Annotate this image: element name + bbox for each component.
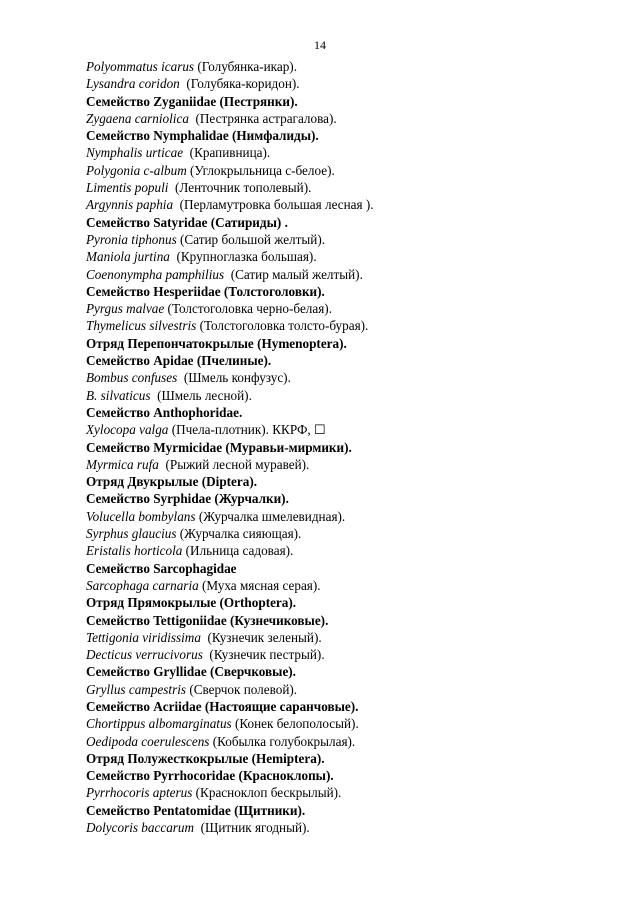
taxon-heading-text: Семейство Tettigoniidae (Кузнечиковые). (86, 612, 329, 628)
common-name: (Журчалка шмелевидная). (195, 508, 346, 524)
latin-name: Maniola jurtina (86, 249, 170, 265)
common-name: (Толстоголовка черно-белая). (164, 301, 332, 317)
common-name: (Ильница садовая). (182, 543, 294, 559)
species-entry (86, 248, 606, 265)
page-number: 14 (314, 38, 326, 52)
common-name: (Сатир большой желтый). (176, 231, 326, 247)
common-name: (Журчалка сияющая). (176, 526, 302, 542)
common-name: (Толстоголовка толсто-бурая). (196, 318, 369, 334)
taxon-heading (86, 283, 606, 300)
taxon-heading (86, 473, 606, 490)
taxon-heading-text: Отряд Двукрылые (Diptera). (86, 474, 258, 490)
taxon-heading (86, 127, 606, 144)
common-name: (Кобылка голубокрылая). (209, 733, 356, 749)
taxon-heading (86, 93, 606, 110)
taxon-heading-text: Семейство Syrphidae (Журчалки). (86, 491, 289, 507)
taxon-heading-text: Семейство Sarcophagidae (86, 560, 237, 576)
taxon-heading-text: Отряд Прямокрылые (Orthoptera). (86, 595, 297, 611)
taxon-heading-text: Семейство Acriidae (Настоящие саранчовые). (86, 698, 359, 714)
common-name: (Голубяка-коридон). (179, 76, 300, 92)
common-name: (Рыжий лесной муравей). (158, 456, 310, 472)
taxon-heading (86, 352, 606, 369)
taxon-heading-text: Семейство Zyganiidae (Пестрянки). (86, 93, 298, 109)
latin-name: Polyommatus icarus (86, 59, 195, 74)
common-name: (Сатир малый желтый). (224, 266, 363, 282)
taxon-heading-text: Семейство Apidae (Пчелиные). (86, 353, 272, 369)
species-entry (86, 733, 606, 750)
latin-name: Xylocopa valga (86, 422, 169, 438)
taxon-heading (86, 439, 606, 456)
species-entry (86, 784, 606, 801)
common-name: (Крупноглазка большая). (169, 249, 317, 265)
latin-name: Syrphus glaucius (86, 526, 177, 542)
species-entry (86, 421, 606, 438)
common-name: (Конек белополосый). (231, 716, 359, 732)
taxon-heading (86, 594, 606, 611)
common-name: (Кузнечик пестрый). (202, 647, 325, 663)
common-name: (Пестрянка астрагалова). (188, 110, 337, 126)
latin-name: Dolycoris baccarum (86, 820, 195, 836)
common-name: (Красноклоп бескрылый). (192, 785, 342, 801)
species-entry (86, 369, 606, 386)
species-entry (86, 525, 606, 542)
species-entry (86, 646, 606, 663)
latin-name: Oedipoda coerulescens (86, 733, 210, 749)
taxon-heading (86, 214, 606, 231)
taxon-heading-text: Семейство Myrmicidae (Муравьи-мирмики). (86, 439, 352, 455)
taxon-heading (86, 767, 606, 784)
species-list (86, 58, 606, 836)
common-name: (Голубянка-икар). (194, 59, 297, 74)
species-entry (86, 231, 606, 248)
latin-name: Zygaena carniolica (86, 110, 189, 126)
latin-name: Myrmica rufa (86, 456, 159, 472)
taxon-heading (86, 560, 606, 577)
species-entry (86, 75, 606, 92)
taxon-heading (86, 750, 606, 767)
species-entry (86, 110, 606, 127)
taxon-heading-text: Семейство Pentatomidae (Щитники). (86, 802, 306, 818)
common-name: (Муха мясная серая). (198, 577, 321, 593)
latin-name: B. silvaticus (86, 387, 151, 403)
latin-name: Pyrgus malvae (86, 301, 165, 317)
species-entry (86, 162, 606, 179)
latin-name: Argynnis paphia (86, 197, 174, 213)
species-entry (86, 508, 606, 525)
species-entry (86, 58, 606, 75)
common-name: (Углокрыльница с-белое). (186, 162, 335, 178)
common-name: (Крапивница). (183, 145, 271, 161)
species-entry (86, 577, 606, 594)
common-name: (Сверчок полевой). (186, 681, 298, 697)
taxon-heading-text: Семейство Anthophoridae. (86, 404, 243, 420)
species-entry (86, 629, 606, 646)
latin-name: Sarcophaga carnaria (86, 577, 199, 593)
latin-name: Volucella bombylans (86, 508, 196, 524)
latin-name: Coenonympha pamphilius (86, 266, 225, 282)
common-name: (Шмель лесной). (150, 387, 252, 403)
taxon-heading-text: Семейство Nymphalidae (Нимфалиды). (86, 128, 319, 144)
species-entry (86, 317, 606, 334)
species-entry (86, 715, 606, 732)
latin-name: Bombus confuses (86, 370, 178, 386)
latin-name: Polygonia c-album (86, 162, 187, 178)
common-name: (Шмель конфузус). (177, 370, 291, 386)
species-entry (86, 819, 606, 836)
common-name: (Ленточник тополевый). (168, 180, 312, 196)
taxon-heading (86, 612, 606, 629)
taxon-heading (86, 663, 606, 680)
species-entry (86, 387, 606, 404)
latin-name: Lysandra coridon (86, 76, 180, 92)
taxon-heading-text: Отряд Перепончатокрылые (Hymenoptera). (86, 335, 347, 351)
latin-name: Eristalis horticola (86, 543, 183, 559)
latin-name: Thymelicus silvestris (86, 318, 197, 334)
latin-name: Pyrrhocoris apterus (86, 785, 193, 801)
taxon-heading-text: Семейство Pyrrhocoridae (Красноклопы). (86, 768, 334, 784)
latin-name: Nymphalis urticae (86, 145, 184, 161)
latin-name: Gryllus campestris (86, 681, 187, 697)
taxon-heading-text: Семейство Gryllidae (Сверчковые). (86, 664, 296, 680)
latin-name: Limentis populi (86, 180, 169, 196)
latin-name: Chortippus albomarginatus (86, 716, 232, 732)
species-entry (86, 681, 606, 698)
taxon-heading (86, 335, 606, 352)
species-entry (86, 179, 606, 196)
latin-name: Pyronia tiphonus (86, 231, 177, 247)
taxon-heading (86, 490, 606, 507)
species-entry (86, 300, 606, 317)
latin-name: Tettigonia viridissima (86, 629, 201, 645)
taxon-heading (86, 802, 606, 819)
taxon-heading (86, 698, 606, 715)
taxon-heading-text: Семейство Hesperiidae (Толстоголовки). (86, 283, 325, 299)
species-entry (86, 456, 606, 473)
taxon-heading (86, 404, 606, 421)
taxon-heading-text: Отряд Полужесткокрылые (Hemiptera). (86, 750, 325, 766)
latin-name: Decticus verrucivorus (86, 647, 203, 663)
species-entry (86, 542, 606, 559)
common-name: (Пчела-плотник). ККРФ, ☐ (168, 422, 326, 438)
common-name: (Перламутровка большая лесная ). (173, 197, 374, 213)
species-entry (86, 196, 606, 213)
species-entry (86, 144, 606, 161)
species-entry (86, 266, 606, 283)
common-name: (Щитник ягодный). (194, 820, 310, 836)
common-name: (Кузнечик зеленый). (200, 629, 322, 645)
taxon-heading-text: Семейство Satyridae (Сатириды) . (86, 214, 288, 230)
